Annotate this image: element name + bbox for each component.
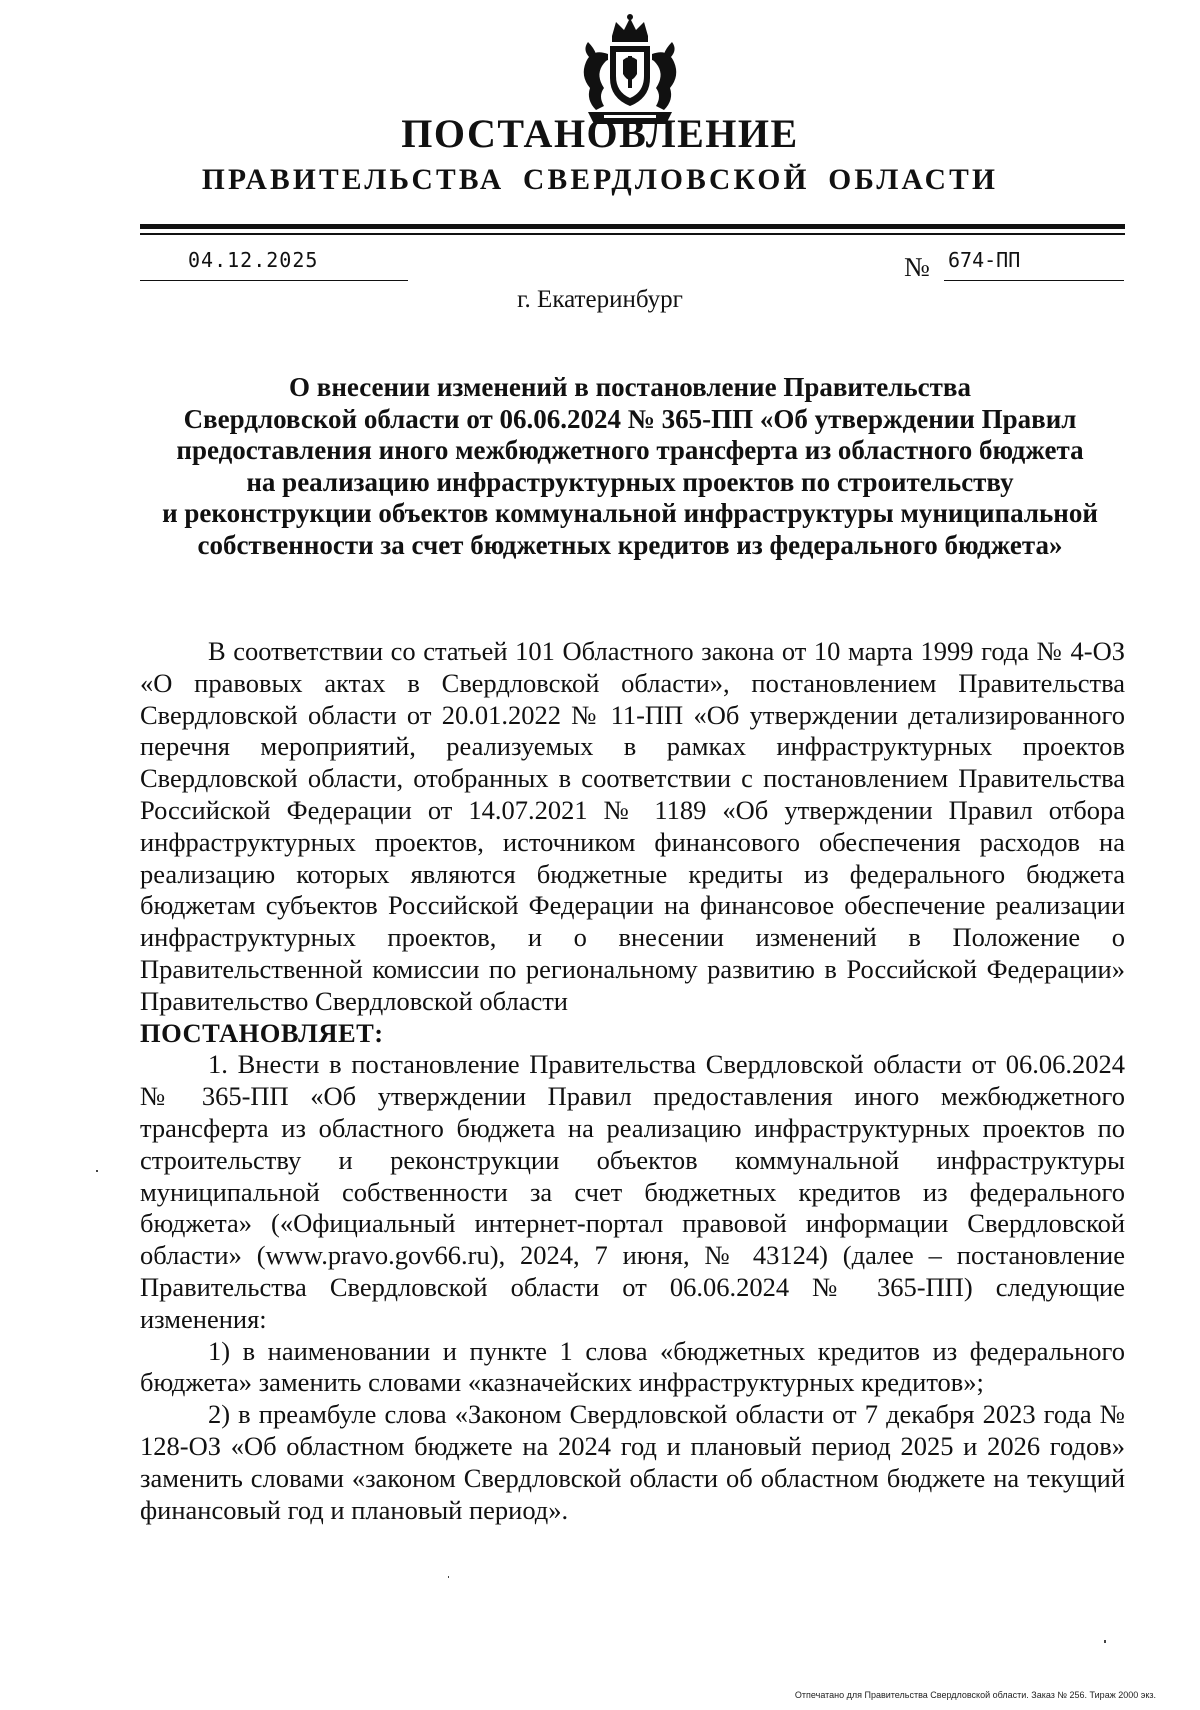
number-underline [944,280,1124,281]
document-city: г. Екатеринбург [517,286,683,313]
document-body [140,636,1125,1526]
document-date: 04.12.2025 [188,248,319,272]
number-sign: № [904,252,930,282]
document-title: ПОСТАНОВЛЕНИЕ [401,111,799,156]
header-rule-thin [140,233,1125,235]
header-rule-thick [140,224,1125,229]
decree-word: ПОСТАНОВЛЯЕТ: [140,1017,384,1048]
document-heading [120,372,1140,561]
heading-line: собственности за счет бюджетных кредитов из федерального бюджета» [197,529,1063,560]
heading-line: предоставления иного межбюджетного трансферта из областного бюджета [176,435,1084,465]
preamble-paragraph: В соответствии со статьей 101 Областного закона от 10 марта 1999 года № 4-ОЗ «О правовых актах в Свердловской области», постановлением Правительства Свердловской области от 20.01.2022 № 11-ПП «Об утверждении детализированного перечня мероприятий, реализуемых в рамках инфраструктурных проектов Свердловской области, отобранных в соответствии с постановлением Правительства Российской Федерации от 14.07.2021 № 1189 «Об утверждении Правил отбора инфраструктурных проектов, источником финансового обеспечения расходов на реализацию которых являются бюджетные кредиты из федерального бюджета бюджетам субъектов Российской Федерации на финансовое обеспечение реализации инфраструктурных проектов, и о внесении изменений в Положение о Правительственной комиссии по региональному развитию в Российской Федерации» Правительство Свердловской области [140,636,1125,1016]
date-underline [140,280,408,281]
subitem-2-paragraph: 2) в преамбуле слова «Законом Свердловской области от 7 декабря 2023 года № 128-ОЗ «Об областном бюджете на 2024 год и плановый период 2025 и 2026 годов» заменить словами «законом Свердловской области об областном бюджете на текущий финансовый год и плановый период». [140,1399,1125,1525]
print-note: Отпечатано для Правительства Свердловской области. Заказ № 256. Тираж 2000 экз. [794,1690,1156,1700]
heading-line: на реализацию инфраструктурных проектов по строительству [246,466,1014,497]
heading-line: и реконструкции объектов коммунальной инфраструктуры муниципальной [162,498,1098,528]
heading-line: О внесении изменений в постановление Правительства [289,372,971,402]
subitem-1-paragraph: 1) в наименовании и пункте 1 слова «бюджетных кредитов из федерального бюджета» заменить словами «казначейских инфраструктурных кредитов»; [140,1335,1125,1398]
document-number: 674-ПП [948,248,1021,272]
item-1-paragraph: 1. Внести в постановление Правительства Свердловской области от 06.06.2024 № 365-ПП «Об утверждении Правил предоставления иного межбюджетного трансферта из областного бюджета на реализацию инфраструктурных проектов по строительству и реконструкции объектов коммунальной инфраструктуры муниципальной собственности за счет бюджетных кредитов из федерального бюджета» («Официальный интернет-портал правовой информации Свердловской области» (www.pravo.gov66.ru), 2024, 7 июня, № 43124) (далее – постановление Правительства Свердловской области от 06.06.2024 № 365-ПП) следующие изменения: [140,1049,1125,1334]
document-subtitle: ПРАВИТЕЛЬСТВА СВЕРДЛОВСКОЙ ОБЛАСТИ [201,164,999,196]
scan-speck [96,1170,98,1172]
heading-line: Свердловской области от 06.06.2024 № 365-ПП «Об утверждении Правил [183,403,1077,434]
scan-speck [1104,1640,1106,1643]
scan-speck [448,1576,449,1578]
